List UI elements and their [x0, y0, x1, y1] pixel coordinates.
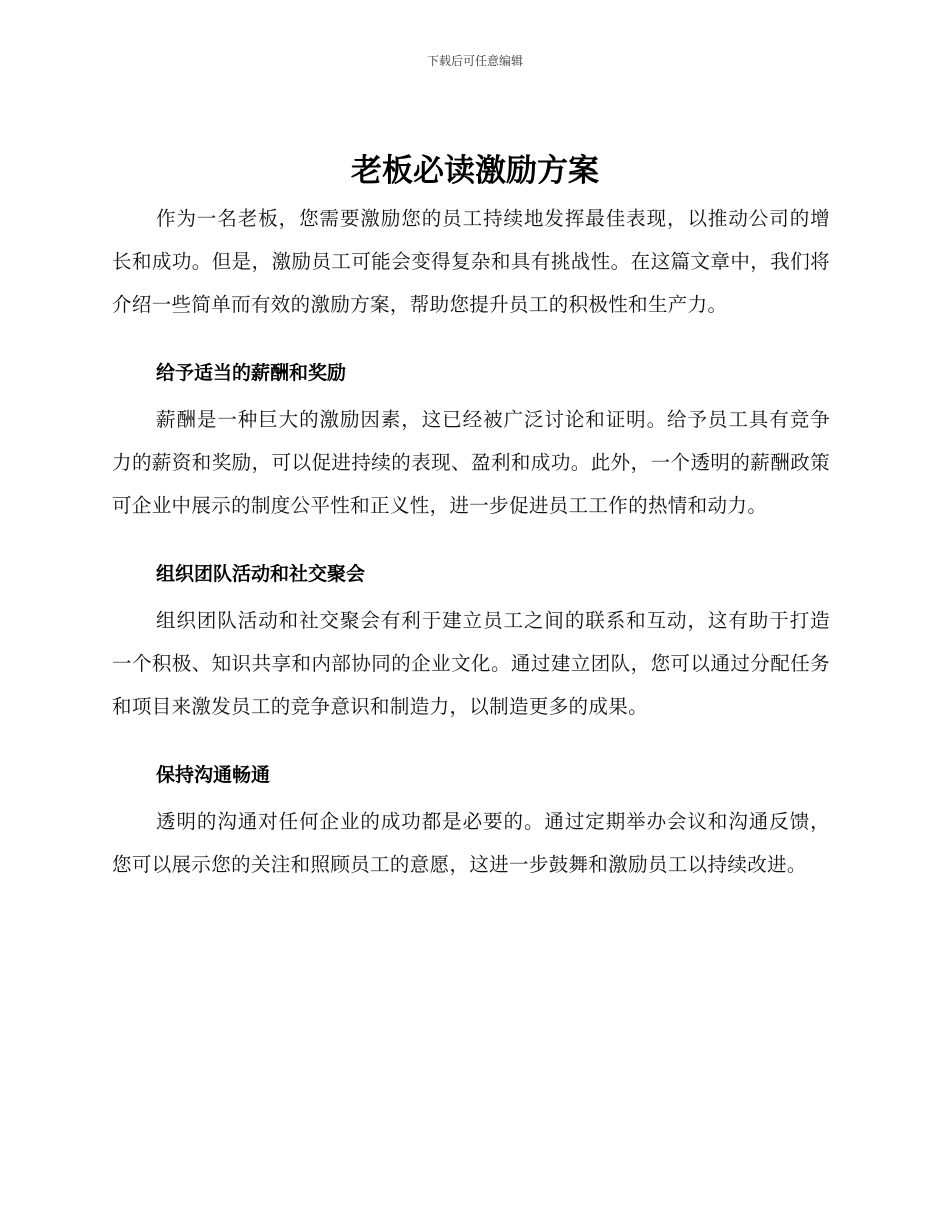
- section-body-team-activities: 组织团队活动和社交聚会有利于建立员工之间的联系和互动，这有助于打造一个积极、知识共享和内部协同的企业文化。通过建立团队，您可以通过分配任务和项目来激发员工的竞争意识和制造力，以制造更多的成果。: [112, 609, 830, 718]
- document-body: [112, 197, 830, 894]
- section-body-communication: 透明的沟通对任何企业的成功都是必要的。通过定期举办会议和沟通反馈，您可以展示您的关注和照顾员工的意愿，这进一步鼓舞和激励员工以持续改进。: [112, 810, 830, 876]
- section-body-compensation: 薪酬是一种巨大的激励因素，这已经被广泛讨论和证明。给予员工具有竞争力的薪资和奖励，可以促进持续的表现、盈利和成功。此外，一个透明的薪酬政策可企业中展示的制度公平性和正义性，进一步促进员工工作的热情和动力。: [112, 408, 830, 517]
- section-heading-team-activities: 组织团队活动和社交聚会: [156, 563, 366, 585]
- page-header-note: 下载后可任意编辑: [426, 54, 523, 68]
- section-heading-communication: 保持沟通畅通: [156, 764, 271, 786]
- document-title: 老板必读激励方案: [351, 153, 599, 189]
- section-heading-compensation: 给予适当的薪酬和奖励: [156, 362, 347, 384]
- intro-paragraph: 作为一名老板，您需要激励您的员工持续地发挥最佳表现，以推动公司的增长和成功。但是，激励员工可能会变得复杂和具有挑战性。在这篇文章中，我们将介绍一些简单而有效的激励方案，帮助您提升员工的积极性和生产力。: [112, 207, 830, 316]
